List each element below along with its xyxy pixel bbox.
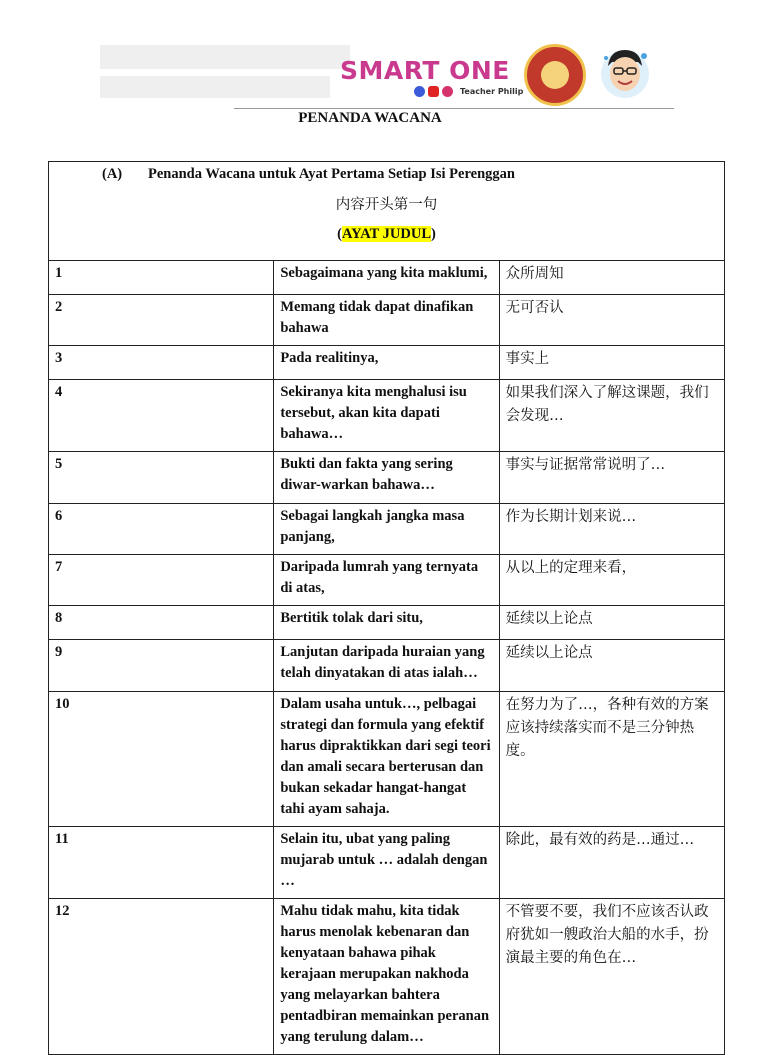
malay-phrase: Mahu tidak mahu, kita tidak harus menolak kebenaran dan kenyataan bahawa pihak kerajaan merupakan nakhoda yang melayarkan bahtera pentadbiran memainkan peranan yang terulung dalam… bbox=[274, 899, 499, 1055]
teacher-label: Teacher Philip bbox=[460, 87, 524, 96]
row-number: 9 bbox=[49, 640, 274, 692]
table-row bbox=[49, 295, 725, 346]
teacher-avatar bbox=[596, 44, 654, 102]
row-number: 11 bbox=[49, 827, 274, 899]
malay-phrase: Bertitik tolak dari situ, bbox=[274, 606, 499, 640]
row-number: 12 bbox=[49, 899, 274, 1055]
section-label: (A) bbox=[102, 166, 123, 182]
malay-phrase: Bukti dan fakta yang sering diwar-warkan bahawa… bbox=[274, 452, 499, 504]
malay-phrase: Sebagaimana yang kita maklumi, bbox=[274, 261, 499, 295]
malay-phrase: Dalam usaha untuk…, pelbagai strategi dan formula yang efektif harus dipraktikkan dari segi teori dan amali secara berterusan dan bukan sekadar hangat-hangat tahi ayam sahaja. bbox=[274, 692, 499, 827]
table-row bbox=[49, 452, 725, 504]
social-links bbox=[414, 86, 523, 97]
table-row bbox=[49, 261, 725, 295]
section-title: Penanda Wacana untuk Ayat Pertama Setiap Isi Perenggan bbox=[148, 166, 515, 182]
table-row bbox=[49, 555, 725, 606]
row-number: 10 bbox=[49, 692, 274, 827]
row-number: 6 bbox=[49, 504, 274, 555]
header-divider bbox=[234, 108, 674, 109]
chinese-translation: 众所周知 bbox=[499, 261, 724, 295]
section-judul bbox=[55, 224, 718, 245]
row-number: 7 bbox=[49, 555, 274, 606]
row-number: 3 bbox=[49, 346, 274, 380]
table-row bbox=[49, 346, 725, 380]
table-row bbox=[49, 504, 725, 555]
table-row bbox=[49, 640, 725, 692]
section-chinese-title: 内容开头第一句 bbox=[335, 197, 438, 213]
row-number: 4 bbox=[49, 380, 274, 452]
row-number: 8 bbox=[49, 606, 274, 640]
chinese-translation: 不管要不要，我们不应该否认政府犹如一艘政治大船的水手，扮演最主要的角色在… bbox=[499, 899, 724, 1055]
facebook-icon[interactable] bbox=[414, 86, 425, 97]
row-number: 2 bbox=[49, 295, 274, 346]
chinese-translation: 延续以上论点 bbox=[499, 640, 724, 692]
instagram-icon[interactable] bbox=[442, 86, 453, 97]
judul-highlight: AYAT JUDUL bbox=[341, 226, 432, 242]
malay-phrase: Lanjutan daripada huraian yang telah dinyatakan di atas ialah… bbox=[274, 640, 499, 692]
chinese-translation: 无可否认 bbox=[499, 295, 724, 346]
document-title: PENANDA WACANA bbox=[298, 110, 442, 126]
section-header-row bbox=[49, 162, 725, 261]
discourse-marker-table bbox=[48, 161, 725, 1055]
table-row bbox=[49, 827, 725, 899]
judul-open-paren: ( bbox=[337, 226, 342, 242]
table-row bbox=[49, 380, 725, 452]
page-header bbox=[0, 0, 768, 110]
malay-phrase: Selain itu, ubat yang paling mujarab untuk … adalah dengan … bbox=[274, 827, 499, 899]
row-number: 5 bbox=[49, 452, 274, 504]
judul-close-paren: ) bbox=[431, 226, 436, 242]
malay-phrase: Sekiranya kita menghalusi isu tersebut, akan kita dapati bahawa… bbox=[274, 380, 499, 452]
chinese-translation: 如果我们深入了解这课题，我们会发现… bbox=[499, 380, 724, 452]
malay-phrase: Memang tidak dapat dinafikan bahawa bbox=[274, 295, 499, 346]
table-row bbox=[49, 692, 725, 827]
watermark-logo bbox=[100, 40, 360, 110]
chinese-translation: 作为长期计划来说… bbox=[499, 504, 724, 555]
chinese-translation: 从以上的定理来看， bbox=[499, 555, 724, 606]
section-header bbox=[49, 162, 725, 261]
chinese-translation: 在努力为了…，各种有效的方案应该持续落实而不是三分钟热度。 bbox=[499, 692, 724, 827]
brand-name: SMART ONE bbox=[340, 56, 510, 85]
section-title-line bbox=[55, 164, 718, 185]
thumbs-up-badge-logo bbox=[524, 44, 586, 106]
malay-phrase: Daripada lumrah yang ternyata di atas, bbox=[274, 555, 499, 606]
chinese-translation: 延续以上论点 bbox=[499, 606, 724, 640]
table-row bbox=[49, 606, 725, 640]
row-number: 1 bbox=[49, 261, 274, 295]
chinese-translation: 事实上 bbox=[499, 346, 724, 380]
table-row bbox=[49, 899, 725, 1055]
chinese-translation: 事实与证据常常说明了… bbox=[499, 452, 724, 504]
malay-phrase: Pada realitinya, bbox=[274, 346, 499, 380]
chinese-translation: 除此，最有效的药是…通过… bbox=[499, 827, 724, 899]
malay-phrase: Sebagai langkah jangka masa panjang, bbox=[274, 504, 499, 555]
youtube-icon[interactable] bbox=[428, 86, 439, 97]
